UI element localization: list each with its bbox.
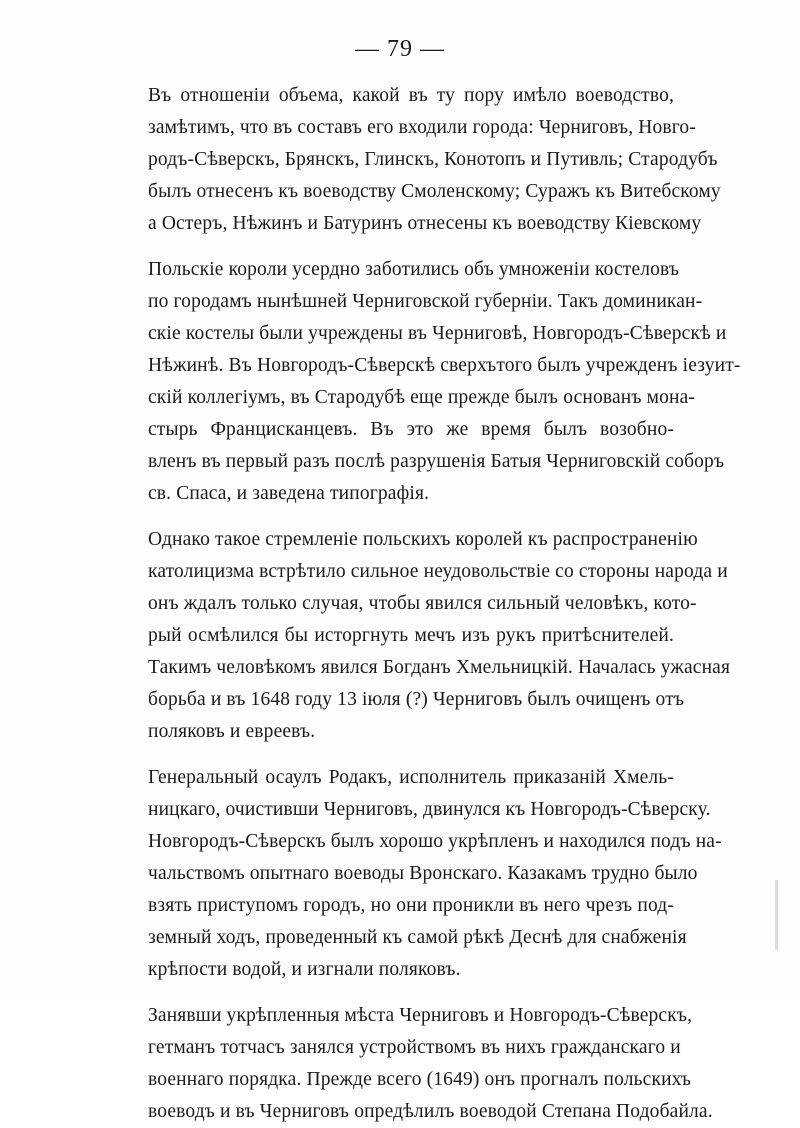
text-line: поляковъ и евреевъ. — [148, 721, 316, 742]
text-line: по городамъ нынѣшней Черниговской губерніи. Такъ доминикан- — [148, 291, 703, 312]
text-line: родъ-Сѣверскъ, Брянскъ, Глинскъ, Конотопъ и Путивль; Стародубъ — [148, 149, 718, 170]
paragraph — [148, 80, 721, 240]
text-line: а Остеръ, Нѣжинъ и Батуринъ отнесены къ воеводству Кіевскому — [148, 213, 702, 234]
text-line: Занявши укрѣпленныя мѣста Черниговъ и Новгородъ-Сѣверскъ, — [148, 1005, 693, 1026]
text-line: Новгородъ-Сѣверскъ былъ хорошо укрѣпленъ и находился подъ на- — [148, 831, 722, 852]
text-line: земный ходъ, проведенный къ самой рѣкѣ Деснѣ для снабженія — [148, 927, 687, 948]
paragraph-gap — [148, 510, 674, 524]
paragraph — [148, 254, 741, 510]
text-line: чальствомъ опытнаго воеводы Вронскаго. Казакамъ трудно было — [148, 863, 698, 884]
text-line: воеводъ и въ Черниговъ опредѣлилъ воеводой Степана Подобайла. — [148, 1101, 713, 1122]
text-line: замѣтимъ, что въ составъ его входили города: Черниговъ, Новго- — [148, 117, 696, 138]
text-line: Въ отношеніи объема, какой въ ту пору имѣло воеводство, — [148, 85, 674, 106]
text-line: Однако такое стремленіе польскихъ королей къ распространенію — [148, 529, 698, 550]
text-line: Нѣжинѣ. Въ Новгородъ-Сѣверскѣ сверхътого былъ учрежденъ іезуит- — [148, 355, 741, 376]
text-line: крѣпости водой, и изгнали поляковъ. — [148, 959, 461, 980]
text-line: Генеральный осаулъ Родакъ, исполнитель приказаній Хмель- — [148, 767, 674, 788]
paragraph-gap — [148, 748, 674, 762]
paragraph — [148, 762, 722, 986]
scan-edge-mark — [775, 880, 778, 950]
text-line: Польскіе короли усердно заботились объ умноженіи костеловъ — [148, 259, 680, 280]
text-line: скій коллегіумъ, въ Стародубѣ еще прежде былъ основанъ мона- — [148, 387, 696, 408]
text-line: стырь Францисканцевъ. Въ это же время былъ возобно- — [148, 419, 674, 440]
paragraph-gap — [148, 240, 674, 254]
page-number: — 79 — — [355, 36, 445, 62]
text-line: рый осмѣлился бы исторгнуть мечъ изъ рукъ притѣснителей. — [148, 625, 674, 646]
paragraph — [148, 1000, 713, 1128]
text-line: скіе костелы были учреждены въ Черниговѣ, Новгородъ-Сѣверскѣ и — [148, 323, 727, 344]
text-line: взять приступомъ городъ, но они проникли въ него чрезъ под- — [148, 895, 674, 916]
text-line: былъ отнесенъ къ воеводству Смоленскому; Суражъ къ Витебскому — [148, 181, 721, 202]
body-text — [148, 80, 741, 1128]
text-line: гетманъ тотчасъ занялся устройствомъ въ нихъ гражданскаго и — [148, 1037, 681, 1058]
paragraph — [148, 524, 731, 748]
text-line: военнаго порядка. Прежде всего (1649) онъ прогналъ польскихъ — [148, 1069, 692, 1090]
text-line: Такимъ человѣкомъ явился Богданъ Хмельницкій. Началась ужасная — [148, 657, 731, 678]
text-line: ницкаго, очистивши Черниговъ, двинулся къ Новгородъ-Сѣверску. — [148, 799, 711, 820]
text-line: борьба и въ 1648 году 13 іюля (?) Черниговъ былъ очищенъ отъ — [148, 689, 685, 710]
paragraph-gap — [148, 986, 674, 1000]
text-line: св. Спаса, и заведена типографія. — [148, 483, 430, 504]
text-line: онъ ждалъ только случая, чтобы явился сильный человѣкъ, кото- — [148, 593, 697, 614]
text-line: вленъ въ первый разъ послѣ разрушенія Батыя Черниговскій соборъ — [148, 451, 725, 472]
text-line: католицизма встрѣтило сильное неудовольствіе со стороны народа и — [148, 561, 728, 582]
